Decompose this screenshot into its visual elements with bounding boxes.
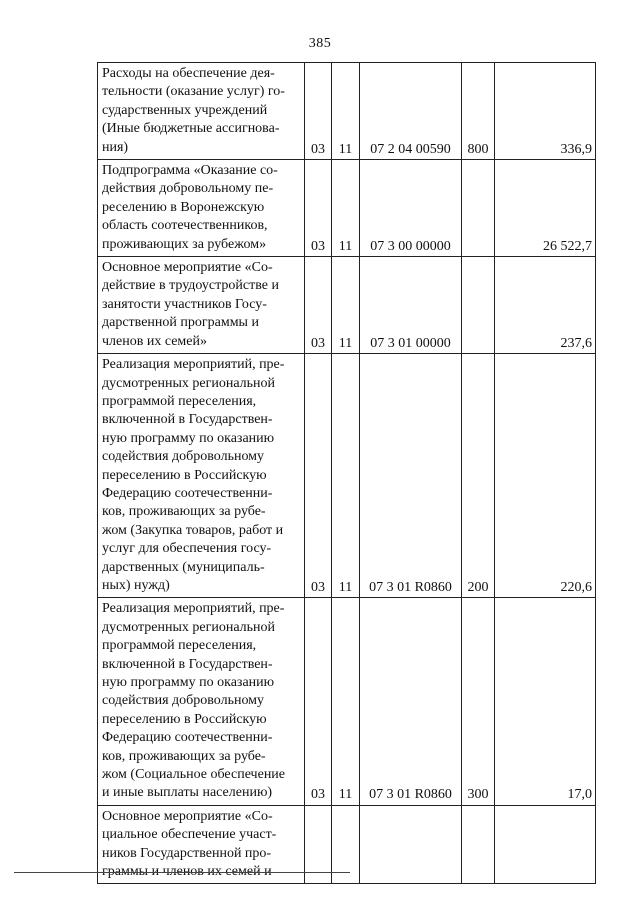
- footer-rule: [14, 872, 350, 873]
- cell-razdel: 03: [305, 63, 332, 160]
- cell-description: [98, 598, 305, 805]
- description-line: действие в трудоустройстве и: [102, 278, 279, 294]
- description-line: членов их семей»: [102, 333, 207, 349]
- cell-target-article: [360, 805, 462, 884]
- cell-description: [98, 160, 305, 257]
- description-line: Федерацию соотечественни-: [102, 730, 273, 746]
- cell-expense-type: 300: [462, 598, 495, 805]
- description-line: Федерацию соотечественни-: [102, 485, 273, 501]
- cell-razdel: 03: [305, 354, 332, 598]
- description-line: (Иные бюджетные ассигнова-: [102, 121, 280, 137]
- cell-podrazdel: 11: [332, 598, 360, 805]
- cell-target-article: 07 3 01 R0860: [360, 354, 462, 598]
- cell-description: [98, 354, 305, 598]
- cell-podrazdel: 11: [332, 257, 360, 354]
- description-line: включенной в Государствен-: [102, 656, 273, 672]
- description-line: сударственных учреждений: [102, 102, 268, 118]
- description-line: ников Государственной про-: [102, 845, 272, 861]
- description-line: циальное обеспечение участ-: [102, 827, 277, 843]
- description-line: граммы и членов их семей и: [102, 864, 272, 880]
- cell-amount: 26 522,7: [495, 160, 596, 257]
- description-line: ния): [102, 139, 129, 155]
- cell-description: [98, 63, 305, 160]
- cell-razdel: 03: [305, 257, 332, 354]
- description-line: Реализация мероприятий, пре-: [102, 357, 285, 373]
- description-line: ков, проживающих за рубе-: [102, 748, 266, 764]
- description-line: ных) нужд): [102, 577, 170, 593]
- description-line: содействия добровольному: [102, 693, 265, 709]
- description-line: услуг для обеспечения госу-: [102, 541, 272, 557]
- cell-target-article: 07 3 01 00000: [360, 257, 462, 354]
- cell-razdel: 03: [305, 598, 332, 805]
- description-line: действия добровольному пе-: [102, 181, 274, 197]
- table-row: [98, 598, 596, 805]
- description-line: ков, проживающих за рубе-: [102, 504, 266, 520]
- cell-expense-type: [462, 160, 495, 257]
- description-line: проживающих за рубежом»: [102, 236, 267, 252]
- description-line: и иные выплаты населению): [102, 785, 273, 801]
- cell-target-article: 07 2 04 00590: [360, 63, 462, 160]
- cell-amount: [495, 805, 596, 884]
- description-line: программой переселения,: [102, 393, 257, 409]
- cell-target-article: 07 3 01 R0860: [360, 598, 462, 805]
- description-line: жом (Социальное обеспечение: [102, 767, 286, 783]
- description-line: ную программу по оказанию: [102, 430, 275, 446]
- cell-expense-type: 200: [462, 354, 495, 598]
- table-row: [98, 354, 596, 598]
- cell-amount: 336,9: [495, 63, 596, 160]
- description-line: Подпрограмма «Оказание со-: [102, 163, 278, 179]
- description-line: реселению в Воронежскую: [102, 199, 265, 215]
- description-line: дарственной программы и: [102, 315, 259, 331]
- page-number: 385: [308, 36, 332, 51]
- cell-podrazdel: 11: [332, 160, 360, 257]
- cell-podrazdel: 11: [332, 63, 360, 160]
- description-line: программой переселения,: [102, 638, 257, 654]
- cell-target-article: 07 3 00 00000: [360, 160, 462, 257]
- budget-table-body: [98, 63, 596, 884]
- description-line: дусмотренных региональной: [102, 375, 276, 391]
- table-row: [98, 160, 596, 257]
- description-line: включенной в Государствен-: [102, 412, 273, 428]
- description-line: занятости участников Госу-: [102, 296, 267, 312]
- cell-expense-type: 800: [462, 63, 495, 160]
- cell-expense-type: [462, 257, 495, 354]
- description-line: переселению в Российскую: [102, 467, 267, 483]
- description-line: дарственных (муниципаль-: [102, 559, 265, 575]
- cell-razdel: 03: [305, 160, 332, 257]
- cell-podrazdel: 11: [332, 354, 360, 598]
- description-line: Основное мероприятие «Со-: [102, 260, 273, 276]
- budget-table: [97, 62, 596, 884]
- cell-description: [98, 257, 305, 354]
- description-line: тельности (оказание услуг) го-: [102, 84, 285, 100]
- cell-amount: 220,6: [495, 354, 596, 598]
- description-line: область соотечественников,: [102, 218, 268, 234]
- cell-expense-type: [462, 805, 495, 884]
- description-line: Реализация мероприятий, пре-: [102, 601, 285, 617]
- description-line: Основное мероприятие «Со-: [102, 808, 273, 824]
- description-line: дусмотренных региональной: [102, 619, 276, 635]
- description-line: жом (Закупка товаров, работ и: [102, 522, 284, 538]
- table-row: [98, 63, 596, 160]
- cell-amount: 237,6: [495, 257, 596, 354]
- cell-amount: 17,0: [495, 598, 596, 805]
- description-line: Расходы на обеспечение дея-: [102, 66, 275, 81]
- description-line: ную программу по оказанию: [102, 675, 275, 690]
- description-line: содействия добровольному: [102, 449, 265, 465]
- description-line: переселению в Российскую: [102, 711, 267, 727]
- table-row: [98, 257, 596, 354]
